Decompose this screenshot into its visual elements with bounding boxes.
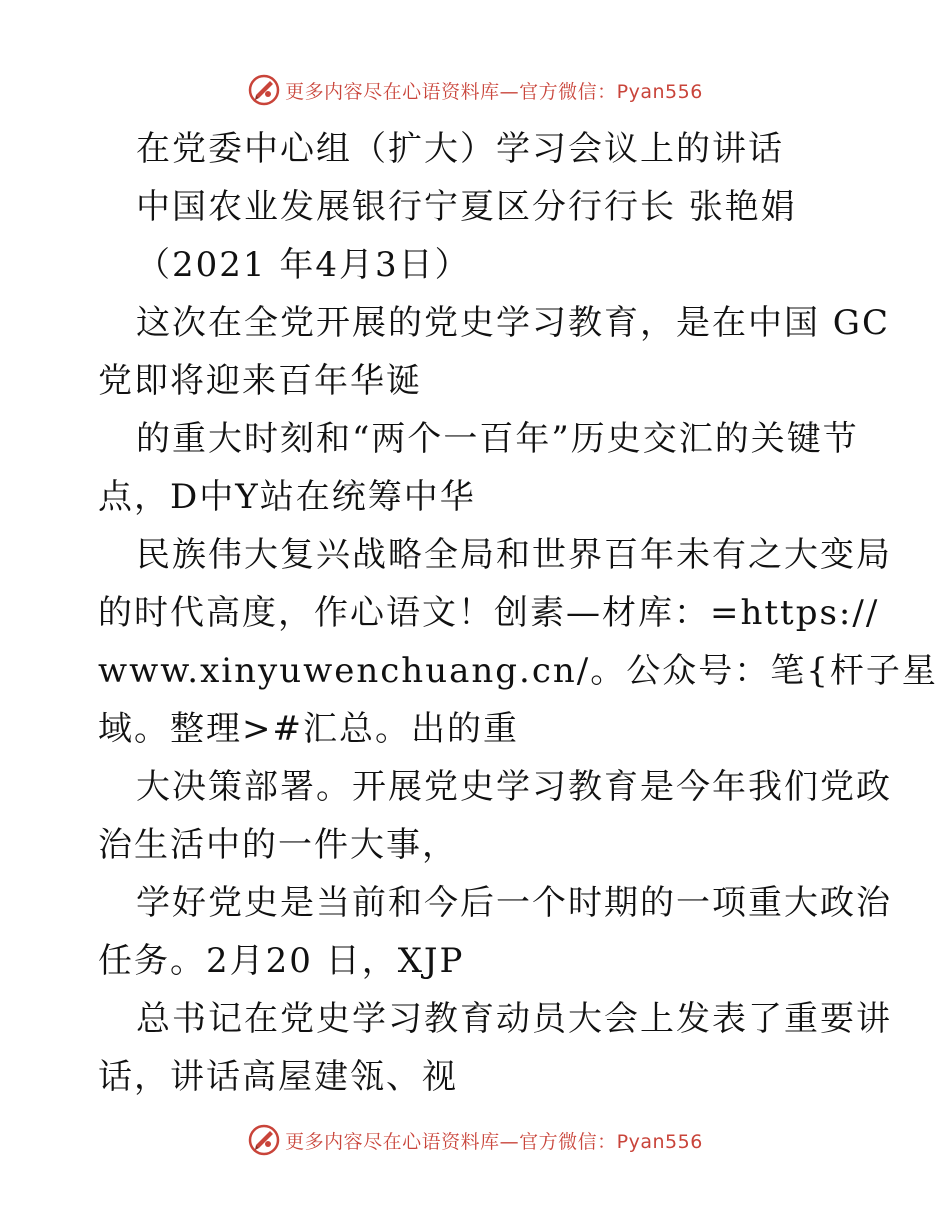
text-line: 总书记在党史学习教育动员大会上发表了重要讲 [136, 999, 892, 1039]
watermark-text: 更多内容尽在心语资料库—官方微信：Pyan556 [285, 1130, 703, 1153]
header-watermark [0, 70, 950, 110]
text-line: 任务。2月20 日，XJP [98, 941, 465, 981]
document-body [98, 120, 938, 1106]
document-author: 中国农业发展银行宁夏区分行行长 张艳娟 [136, 187, 797, 227]
text-line: 这次在全党开展的党史学习教育，是在中国 GC [136, 303, 890, 343]
text-line: 话，讲话高屋建瓴、视 [98, 1057, 458, 1097]
text-line: www.xinyuwenchuang.cn/。公众号：笔{杆子星 [98, 651, 938, 691]
text-line: 的时代高度，作心语文！创素—材库：=https:// [98, 593, 880, 633]
watermark-logo-icon [247, 73, 281, 107]
text-line: 域。整理>#汇总。出的重 [98, 709, 519, 749]
footer-watermark [0, 1120, 950, 1160]
text-line: 的重大时刻和“两个一百年”历史交汇的关键节 [136, 419, 859, 459]
document-title: 在党委中心组（扩大）学习会议上的讲话 [136, 129, 784, 169]
watermark-logo-icon [247, 1123, 281, 1157]
text-line: 学好党史是当前和今后一个时期的一项重大政治 [136, 883, 892, 923]
document-date: （2021 年4月3日） [136, 245, 471, 285]
text-line: 民族伟大复兴战略全局和世界百年未有之大变局 [136, 535, 892, 575]
text-line: 点，D中Y站在统筹中华 [98, 477, 476, 517]
text-line: 党即将迎来百年华诞 [98, 361, 422, 401]
text-line: 治生活中的一件大事， [98, 825, 458, 865]
watermark-text: 更多内容尽在心语资料库—官方微信：Pyan556 [285, 80, 703, 103]
text-line: 大决策部署。开展党史学习教育是今年我们党政 [136, 767, 892, 807]
